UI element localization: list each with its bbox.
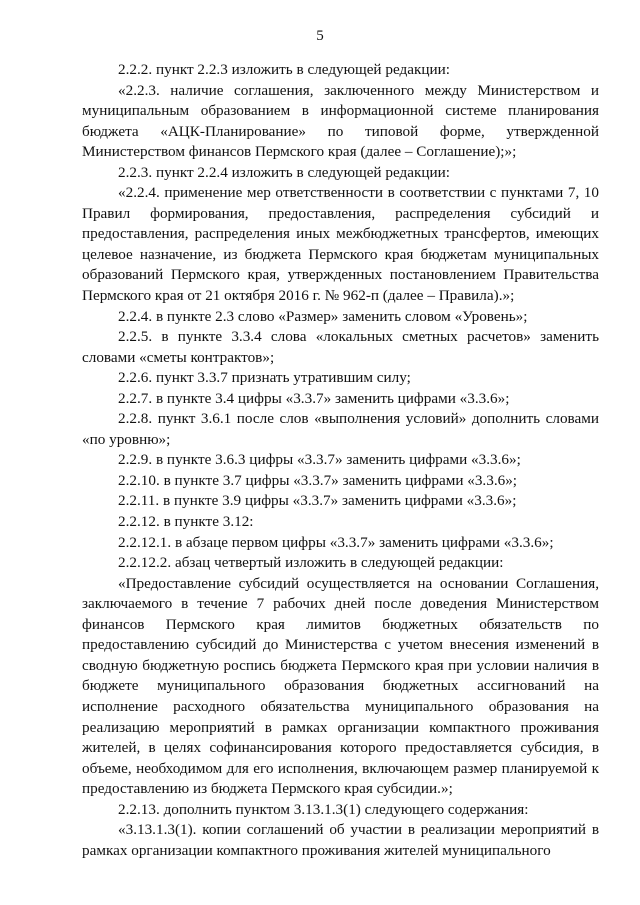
paragraph-2-2-12-2: 2.2.12.2. абзац четвертый изложить в следующей редакции: xyxy=(118,554,504,572)
paragraph-2-2-3: 2.2.3. пункт 2.2.4 изложить в следующей редакции: xyxy=(118,163,450,181)
paragraph-2-2-3-text: «2.2.3. наличие соглашения, заключенного между Министерством и муниципальным образованием в информационной системе планирования бюджета «АЦК-Планирование» по типовой форме, утвержденной Министерством финансов Пермского края (далее – Соглашение);»; xyxy=(82,81,599,161)
paragraph-2-2-8: 2.2.8. пункт 3.6.1 после слов «выполнения условий» дополнить словами «по уровню»; xyxy=(82,410,599,448)
paragraph-2-2-4-text: «2.2.4. применение мер ответственности в соответствии с пунктами 7, 10 Правил формирования, предоставления, распределения субсидий и предоставления, распределения иных межбюджетных трансфертов, имеющих целевое назначение, из бюджета Пермского края бюджетам муниципальных образований Пермского края, утвержденных постановлением Правительства Пермского края от 21 октября 2016 г. № 962-п (далее – Правила).»; xyxy=(82,184,599,305)
paragraph-2-2-9: 2.2.9. в пункте 3.6.3 цифры «3.3.7» заменить цифрами «3.3.6»; xyxy=(118,451,521,469)
paragraph-2-2-13: 2.2.13. дополнить пунктом 3.13.1.3(1) следующего содержания: xyxy=(118,800,529,818)
paragraph-subsidy-text: «Предоставление субсидий осуществляется на основании Соглашения, заключаемого в течение 7 рабочих дней после доведения Министерством финансов Пермского края лимитов бюджетных обязательств по предоставлению субсидий до Министерства с учетом внесения изменений в сводную бюджетную роспись бюджета Пермского края при условии наличия в бюджете муниципального образования бюджетных ассигнований на исполнение расходного обязательства муниципального образования на реализацию мероприятий в рамках организации компактного проживания жителей, в целях софинансирования которого предоставляется субсидия, в объеме, необходимом для его исполнения, включающем размер планируемой к предоставлению из бюджета Пермского края субсидии.»; xyxy=(82,574,599,798)
document-body xyxy=(82,60,599,861)
paragraph-2-2-5: 2.2.5. в пункте 3.3.4 слова «локальных сметных расчетов» заменить словами «сметы контрактов»; xyxy=(82,328,599,366)
paragraph-2-2-2: 2.2.2. пункт 2.2.3 изложить в следующей редакции: xyxy=(118,61,450,78)
paragraph-2-2-6: 2.2.6. пункт 3.3.7 признать утратившим силу; xyxy=(118,369,411,387)
paragraph-2-2-11: 2.2.11. в пункте 3.9 цифры «3.3.7» заменить цифрами «3.3.6»; xyxy=(118,492,517,510)
paragraph-2-2-7: 2.2.7. в пункте 3.4 цифры «3.3.7» заменить цифрами «3.3.6»; xyxy=(118,389,510,407)
paragraph-2-2-10: 2.2.10. в пункте 3.7 цифры «3.3.7» заменить цифрами «3.3.6»; xyxy=(118,471,518,489)
paragraph-2-2-12-1: 2.2.12.1. в абзаце первом цифры «3.3.7» заменить цифрами «3.3.6»; xyxy=(118,533,554,551)
page-number: 5 xyxy=(316,28,324,44)
paragraph-2-2-4: 2.2.4. в пункте 2.3 слово «Размер» заменить словом «Уровень»; xyxy=(118,307,528,325)
paragraph-2-2-12: 2.2.12. в пункте 3.12: xyxy=(118,513,254,531)
paragraph-3-13-1-3-1-text: «3.13.1.3(1). копии соглашений об участии в реализации мероприятий в рамках организации компактного проживания жителей муниципального xyxy=(82,821,599,859)
